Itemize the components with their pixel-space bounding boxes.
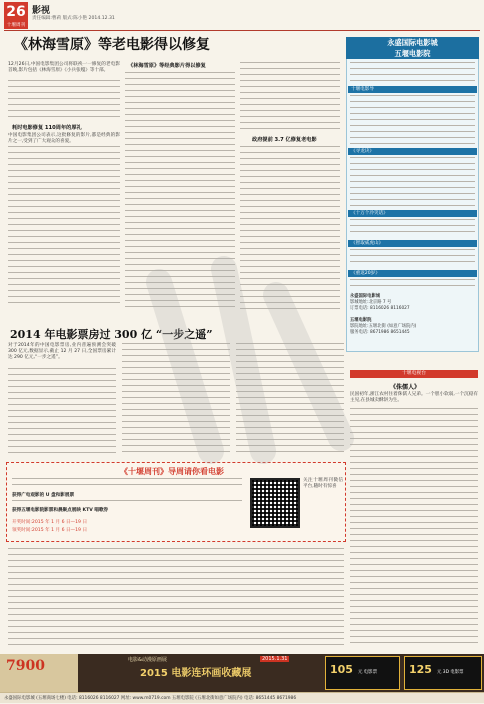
- qr-text: 关注十堰周刊微信平台,随时有惊喜: [303, 478, 343, 490]
- cinema-schedule-5: [350, 279, 475, 291]
- editor-line: 责任编辑:曹莉 版式:陈小艳 2014.12.31: [32, 16, 115, 21]
- article2-para1: 对于2014年的中国电影票房,业内普遍预测会突破 300 亿元,数据显示,截止 12 月 27 日,全国票房累计达 290 亿元,“一步之遥”。: [8, 343, 116, 361]
- cinema-name: 永盛国际电影城: [387, 38, 438, 47]
- cinema-sub: 五堰电影院: [394, 49, 431, 58]
- article1-para2: 中国电影集团公司表示,这批修复的影片,都是经典的影片之一,受到了广大观众的喜爱。: [8, 133, 120, 145]
- header-rule: [4, 30, 480, 31]
- cinema-bar-3: 《十万个冷笑话》: [348, 210, 477, 217]
- promo-card-2-text: 元 3D 电影票: [437, 670, 464, 675]
- cinema-addr: 影城地址:北京路 7 号: [350, 300, 392, 305]
- banner-date: 2015.1.31: [262, 656, 288, 662]
- article2-text-col1: [8, 368, 116, 456]
- page-number: 26: [4, 2, 28, 22]
- article1-title: 《林海雪原》等老电影得以修复: [14, 37, 210, 53]
- article2-title: 2014 年电影票房过 300 亿 “一步之遥”: [10, 328, 213, 341]
- cinema-addr-label: 永盛国际电影城: [350, 294, 381, 299]
- banner-subtitle: 电影&动漫原画展: [128, 657, 167, 663]
- promo-line2: 获得五堰电影院影票和晨聚点展映 KTV 唱歌券: [12, 508, 109, 513]
- footer: 永盛国际电影城 (五堰商场七楼) 电话: 8116026 8116027 网址: www.m0719.com 五堰电影院 (五堰北街如意广场院内) 电话: 8651445 8671986: [0, 692, 484, 703]
- promo-card-1-text: 元 电影票: [358, 670, 377, 675]
- article1-subhead2: 《林海雪原》等经典影片得以修复: [128, 63, 206, 69]
- promo-line1-detail: [12, 500, 242, 506]
- banner-title: 2015 电影连环画收藏展: [140, 668, 252, 679]
- cinema-schedule-4: [350, 249, 475, 267]
- article1-text-lines: [8, 80, 120, 120]
- section-title: 影视: [32, 6, 51, 16]
- promo-line1: 获得广电观影的 U 盘和影展票: [12, 493, 75, 498]
- article1-subhead1: 耗时电影修复 110周年的厚礼: [12, 125, 82, 131]
- cinema-bar-1: 十堰电影导: [348, 86, 477, 93]
- weekly-label: 十堰周刊: [4, 22, 28, 29]
- cinema-phone: 订票电话: 8116026 8116027: [350, 306, 410, 311]
- cinema-bar-4: 《智取威虎山》: [348, 240, 477, 247]
- promo-date1: 开奖时间:2015 年 1 月 6 日—19 日: [12, 520, 88, 525]
- cinema2-addr: 影院地址:五堰北街 (如意广场院内): [350, 324, 417, 329]
- sidebar-story-title: 《侏儒人》: [390, 384, 421, 391]
- article1-text-col3b: [240, 146, 340, 310]
- cinema2-phone: 服务电话: 8671986 8651445: [350, 330, 410, 335]
- cinema-bar-5: 《重返20岁》: [348, 270, 477, 277]
- article1-para1: 12月26日,中国电影集团公司将联袂一一修复的老电影首映,影片包括《林海雪原》《小兵张嘎》等十部。: [8, 62, 120, 74]
- article1-text-lines-2: [8, 146, 120, 306]
- cinema-bar-2: 《寻龙诀》: [348, 148, 477, 155]
- cinema-intro-lines: [350, 62, 475, 82]
- cinema-schedule-1: [350, 95, 475, 145]
- sidebar-text-lines: [350, 408, 478, 648]
- promo-card-2-number: 125: [409, 663, 432, 676]
- article2-text-col3: [236, 343, 344, 456]
- promo-card-1-number: 105: [330, 663, 353, 676]
- cinema2-name: 五堰电影院: [350, 318, 372, 323]
- promo-date2: 领奖时间:2015 年 1 月 6 日—19 日: [12, 528, 88, 533]
- article1-subhead3: 政府提前 3.7 亿修复老电影: [252, 137, 317, 143]
- sidebar-heading: 十堰电视台: [350, 370, 478, 378]
- article1-text-col3: [240, 62, 340, 132]
- promo-intro: [12, 478, 242, 490]
- promo-title: 《十堰周刊》导周请你看电影: [120, 467, 224, 476]
- sidebar-story-text: 民国初年,浙江农村住着侏儒人兄弟。一个胆小软弱,一个沉稳有主见,在县城卖酥饼为生。: [350, 392, 478, 404]
- lower-text-lines: [8, 548, 344, 648]
- promo-card-2[interactable]: [404, 656, 482, 690]
- cinema-schedule-2: [350, 157, 475, 207]
- cinema-schedule-3: [350, 219, 475, 237]
- article1-text-col2: [125, 72, 235, 310]
- cinema-title: [346, 37, 479, 59]
- article2-text-col2: [122, 343, 230, 456]
- qr-code-icon[interactable]: [250, 478, 300, 528]
- promo-card-1[interactable]: [325, 656, 400, 690]
- banner-number: 7900: [6, 658, 45, 674]
